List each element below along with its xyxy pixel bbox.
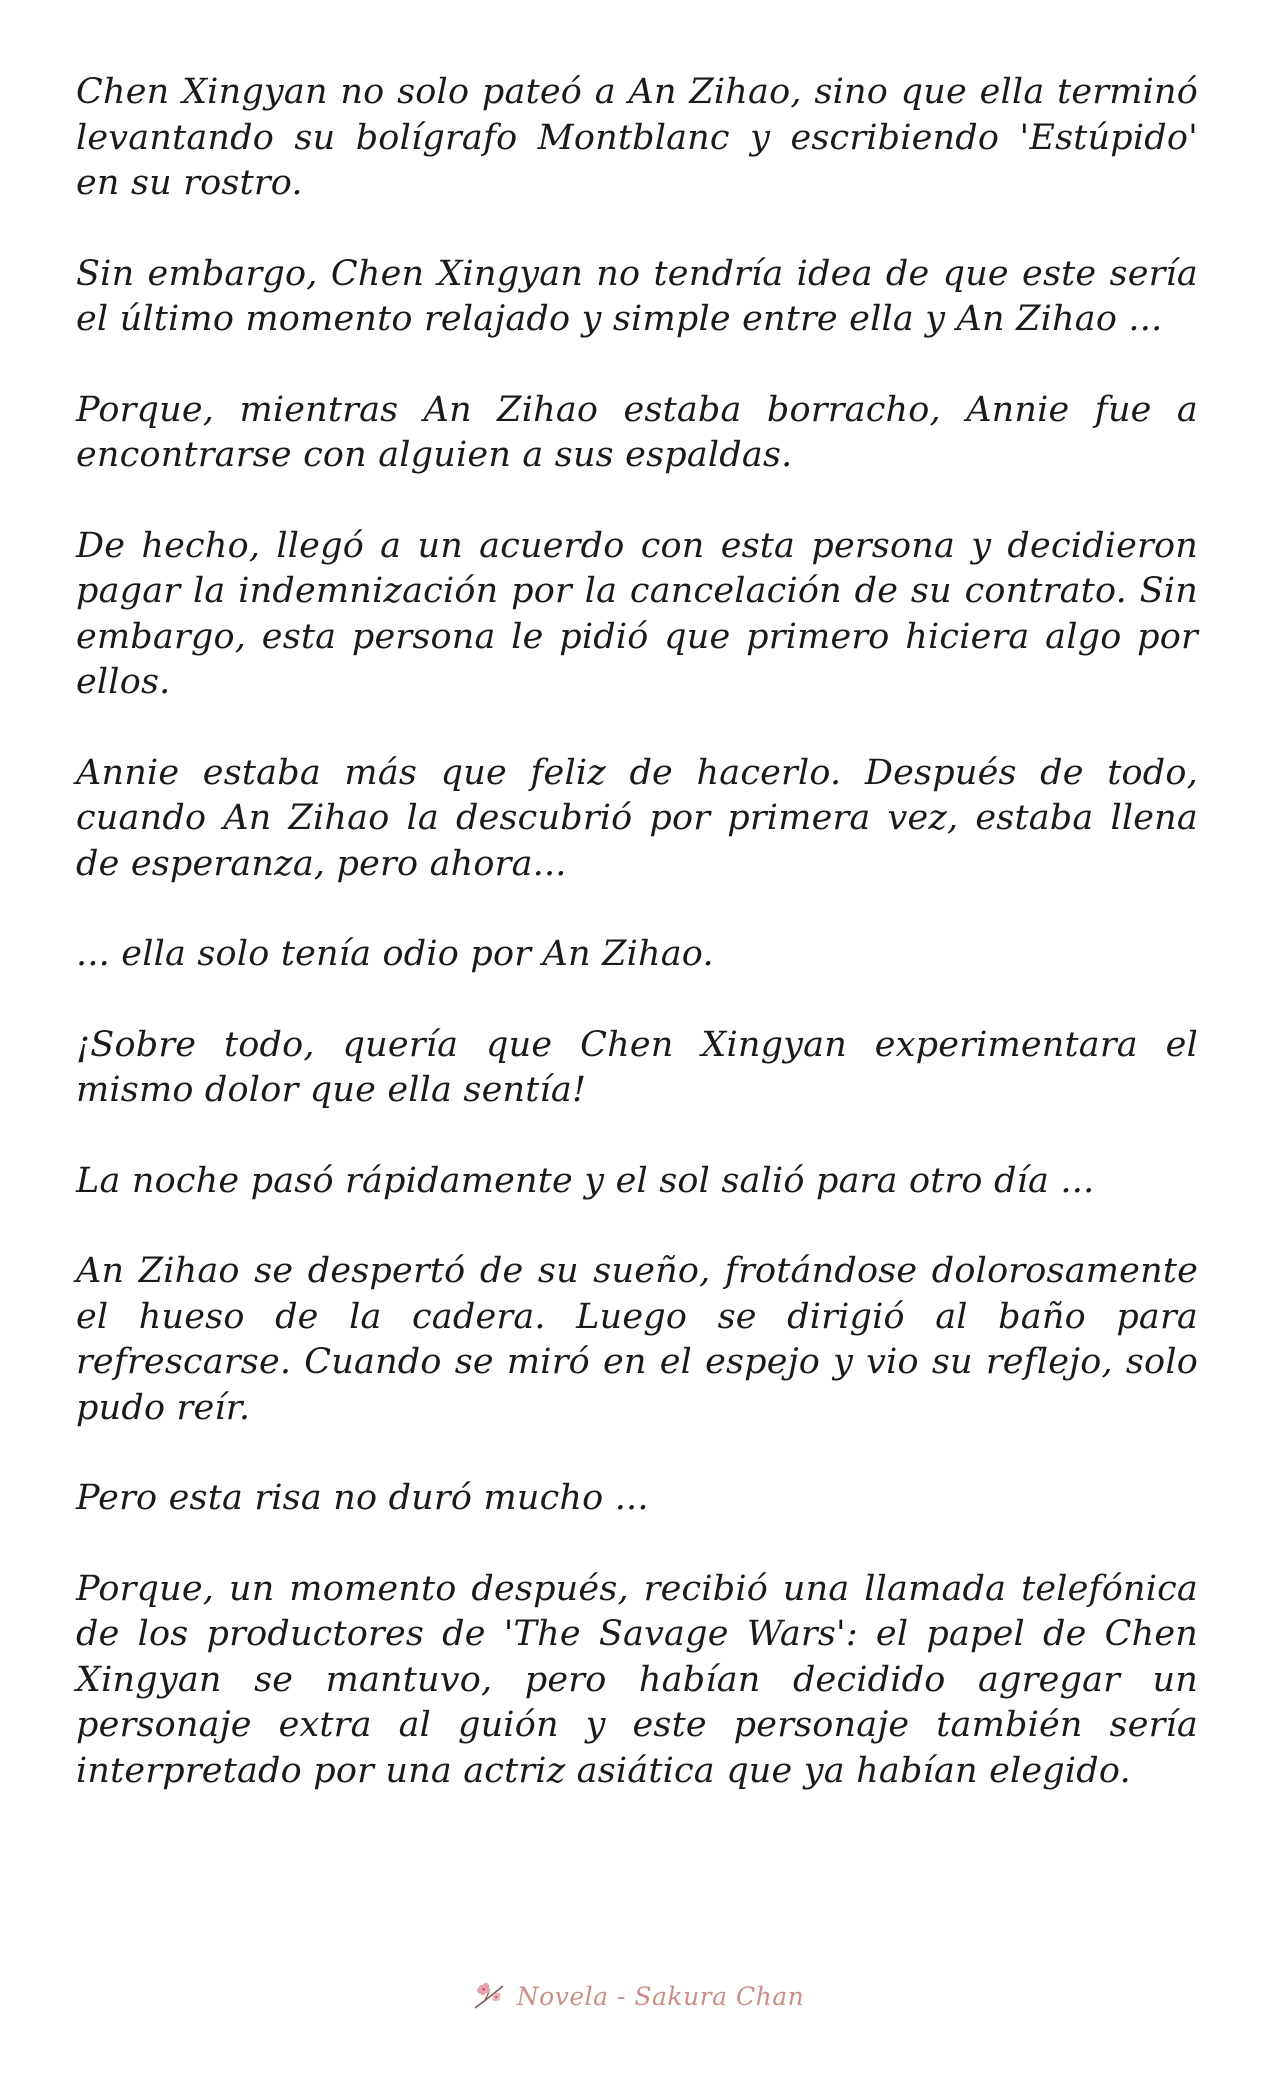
paragraph: Sin embargo, Chen Xingyan no tendría idea de que este sería el último momento relajado y simple entre ella y An Zihao ... bbox=[76, 253, 1198, 339]
paragraph: La noche pasó rápidamente y el sol salió para otro día ... bbox=[76, 1160, 1095, 1201]
document-body bbox=[76, 70, 1198, 1839]
paragraph: Porque, mientras An Zihao estaba borracho, Annie fue a encontrarse con alguien a sus espaldas. bbox=[76, 389, 1198, 475]
paragraph: ... ella solo tenía odio por An Zihao. bbox=[76, 934, 714, 974]
paragraph: An Zihao se despertó de su sueño, frotándose dolorosamente el hueso de la cadera. Luego se dirigió al baño para refrescarse. Cuando se miró en el espejo y vio su reflejo, solo pudo reír. bbox=[76, 1251, 1198, 1428]
paragraph: Porque, un momento después, recibió una llamada telefónica de los productores de 'The Savage Wars': el papel de Chen Xingyan se mantuvo, pero habían decidido agregar un personaje extra al guión y este personaje también sería interpretado por una actriz asiática que ya habían elegido. bbox=[76, 1568, 1198, 1791]
paragraph: Chen Xingyan no solo pateó a An Zihao, sino que ella terminó levantando su bolígrafo Montblanc y escribiendo 'Estúpido' en su rostro. bbox=[76, 72, 1198, 203]
watermark-text: Novela - Sakura Chan bbox=[516, 1981, 805, 2011]
paragraph: ¡Sobre todo, quería que Chen Xingyan experimentara el mismo dolor que ella sentía! bbox=[76, 1024, 1198, 1110]
paragraph: Annie estaba más que feliz de hacerlo. Después de todo, cuando An Zihao la descubrió por primera vez, estaba llena de esperanza, pero ahora... bbox=[76, 752, 1198, 884]
paragraph: De hecho, llegó a un acuerdo con esta persona y decidieron pagar la indemnización por la cancelación de su contrato. Sin embargo, esta persona le pidió que primero hiciera algo por ellos. bbox=[76, 525, 1198, 702]
paragraph: Pero esta risa no duró mucho ... bbox=[76, 1478, 649, 1518]
watermark bbox=[0, 1978, 1275, 2014]
sakura-branch-icon bbox=[471, 1978, 507, 2014]
